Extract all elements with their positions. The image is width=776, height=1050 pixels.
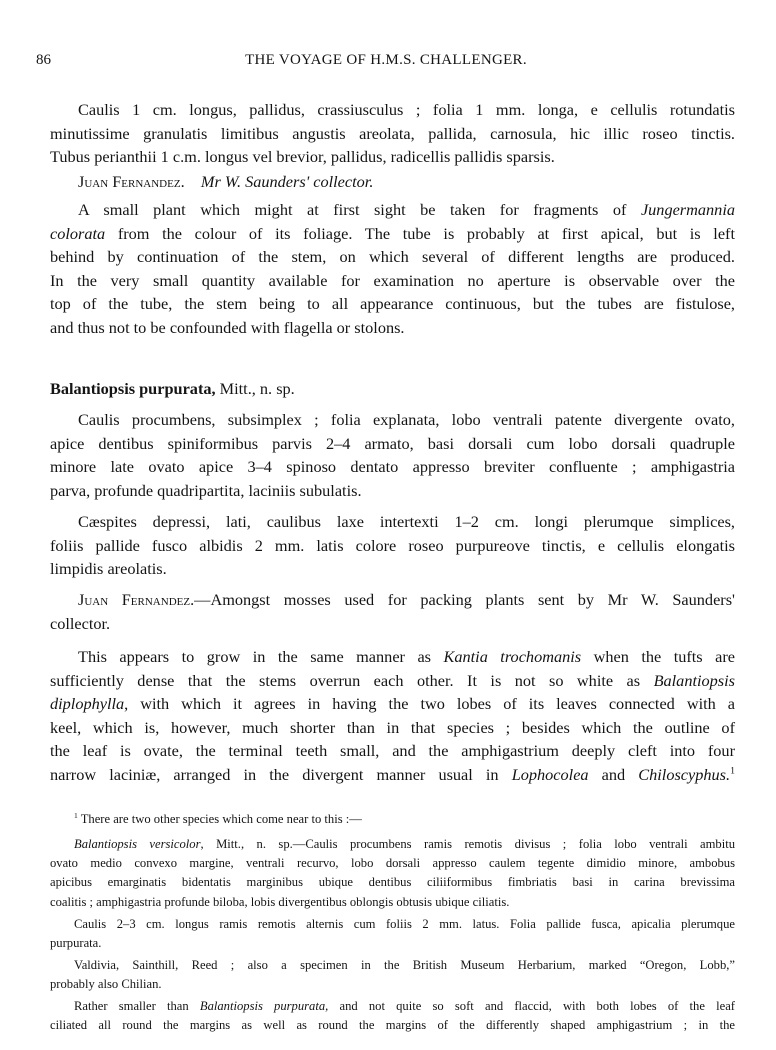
text: probably also Chilian. bbox=[50, 977, 162, 992]
text: the leaf is ovate, the terminal teeth small, and the amphigastrium deeply cleft into four bbox=[50, 741, 735, 760]
italic-text: Lophocolea bbox=[511, 764, 589, 784]
text-line bbox=[50, 269, 735, 293]
text: and bbox=[588, 764, 639, 784]
text: Rather smaller than bbox=[74, 999, 200, 1013]
paragraph bbox=[50, 198, 735, 339]
small-caps-text: Juan Fernandez. bbox=[78, 172, 185, 191]
text: Tubus perianthii 1 c.m. longus vel brevior, pallidus, radicellis pallidis sparsis. bbox=[50, 147, 555, 166]
running-title: THE VOYAGE OF H.M.S. CHALLENGER. bbox=[245, 52, 527, 68]
text-line bbox=[50, 915, 735, 934]
text-line bbox=[50, 122, 735, 146]
text-line bbox=[50, 316, 735, 340]
bold-text: Balantiopsis purpurata, bbox=[50, 379, 216, 398]
text: keel, which is, however, much shorter than in that species ; besides which the outline of bbox=[50, 717, 735, 737]
italic-text: Balantiopsis versicolor bbox=[74, 837, 201, 851]
italic-text: Jungermannia bbox=[640, 200, 735, 219]
footnote-marker: 1 bbox=[74, 810, 78, 820]
text-line bbox=[50, 245, 735, 269]
text: apicibus emarginatis bidentatis marginibus ubique dentibus ciliiformibus fimbriatis basi in carina brevissima bbox=[50, 875, 735, 890]
text: apice dentibus spiniformibus parvis 2–4 armato, basi dorsali cum lobo dorsali quadruple bbox=[50, 433, 735, 453]
text-line bbox=[50, 557, 735, 581]
text-line bbox=[50, 222, 735, 246]
text: minore late ovato apice 3–4 spinoso dentato appresso breviter confluente ; amphigastria bbox=[50, 457, 735, 476]
text-line bbox=[50, 432, 735, 456]
locality-line bbox=[50, 170, 735, 194]
text: and thus not to be confounded with flagella or stolons. bbox=[50, 317, 405, 337]
text: parva, profunde quadripartita, laciniis subulatis. bbox=[50, 480, 362, 500]
text-line bbox=[50, 873, 735, 892]
text-line bbox=[50, 377, 735, 401]
text: sufficiently dense that the stems overrun each other. It is not so white as bbox=[50, 670, 654, 690]
text: and not quite so soft and flaccid, with both lobes of the leaf bbox=[328, 999, 735, 1013]
italic-text: Chiloscyphus. bbox=[638, 764, 731, 784]
text-line bbox=[50, 1016, 735, 1035]
italic-text: colorata bbox=[50, 223, 106, 243]
footnote bbox=[50, 810, 735, 829]
text-line bbox=[50, 854, 735, 873]
text: ciliated all round the margins as well as round the margins of the differently shaped amphigastrium ; in the bbox=[50, 1018, 735, 1033]
text: limpidis areolatis. bbox=[50, 559, 167, 578]
text-line bbox=[50, 292, 735, 316]
text-line bbox=[50, 145, 735, 169]
text bbox=[185, 172, 201, 191]
locality-line bbox=[50, 588, 735, 635]
italic-text: Balantiopsis purpurata, bbox=[199, 999, 329, 1013]
text: ovato medio convexo margine, ventrali recurvo, lobo dorsali appresso caulem tegente dimidio minore, ambobus bbox=[50, 856, 735, 871]
text-line bbox=[50, 956, 735, 975]
text: Caulis 1 cm. longus, pallidus, crassiusculus ; folia 1 mm. longa, e cellulis rotundatis bbox=[78, 100, 735, 119]
text-line bbox=[50, 455, 735, 479]
footnote bbox=[50, 835, 735, 912]
paragraph bbox=[50, 408, 735, 502]
text-line bbox=[50, 98, 735, 122]
text: Valdivia, Sainthill, Reed ; also a specimen in the British Museum Herbarium, marked “Oregon, Lobb,” bbox=[74, 958, 735, 972]
footnote bbox=[50, 997, 735, 1035]
text-line bbox=[50, 975, 735, 994]
footnote bbox=[50, 915, 735, 953]
text-line bbox=[50, 893, 735, 912]
text: Cæspites depressi, lati, caulibus laxe intertexti 1–2 cm. longi plerumque simplices, bbox=[78, 512, 735, 531]
text: , with which it agrees in having the two lobes of its leaves connected with a bbox=[124, 694, 735, 713]
page-number: 86 bbox=[36, 52, 51, 68]
italic-text: Mr W. Saunders' collector. bbox=[200, 172, 374, 191]
paragraph bbox=[50, 510, 735, 581]
text: coalitis ; amphigastria profunde biloba, lobis divergentibus oblongis obtusis ubique ciliatis. bbox=[50, 894, 510, 909]
text: Caulis 2–3 cm. longus ramis remotis alternis cum foliis 2 mm. latus. Folia pallide fusca, apicalia plerumque bbox=[74, 917, 735, 931]
text: This appears to grow in the same manner as bbox=[78, 647, 444, 666]
text-line bbox=[50, 198, 735, 222]
small-caps-text: Juan Fernandez. bbox=[78, 590, 195, 609]
text: purpurata. bbox=[50, 936, 102, 951]
footnote-marker: 1 bbox=[730, 765, 735, 777]
species-heading bbox=[50, 377, 735, 401]
text-line bbox=[50, 716, 735, 740]
italic-text: Balantiopsis bbox=[653, 670, 735, 690]
paragraph bbox=[50, 645, 735, 786]
text-line bbox=[50, 997, 735, 1016]
text: Caulis procumbens, subsimplex ; folia explanata, lobo ventrali patente divergente ovato, bbox=[78, 410, 735, 429]
text-line bbox=[50, 588, 735, 612]
paragraph bbox=[50, 98, 735, 169]
text-line bbox=[50, 408, 735, 432]
text-line bbox=[50, 645, 735, 669]
text: when the tufts are bbox=[581, 647, 736, 666]
text-line bbox=[50, 534, 735, 558]
text: from the colour of its foliage. The tube is probably at first apical, but is left bbox=[105, 223, 735, 243]
text-line bbox=[50, 692, 735, 716]
text-line bbox=[50, 835, 735, 854]
text-line bbox=[50, 479, 735, 503]
text: minutissime granulatis limitibus angustis areolata, pallida, carnosula, hic illic roseo tinctis. bbox=[50, 123, 735, 143]
text-line bbox=[50, 170, 735, 194]
text: , Mitt., n. sp.—Caulis procumbens ramis remotis divisus ; folia lobo ventrali ambitu bbox=[200, 837, 736, 851]
text: narrow laciniæ, arranged in the divergent manner usual in bbox=[50, 764, 512, 784]
italic-text: diplophylla bbox=[50, 694, 125, 713]
text-line bbox=[50, 510, 735, 534]
text-line bbox=[50, 934, 735, 953]
italic-text: Kantia trochomanis bbox=[443, 647, 582, 666]
text: There are two other species which come near to this :— bbox=[77, 812, 362, 826]
text: A small plant which might at first sight be taken for fragments of bbox=[78, 200, 641, 219]
text-line bbox=[50, 739, 735, 763]
text-line bbox=[50, 612, 735, 636]
text: In the very small quantity available for examination no aperture is observable over the bbox=[50, 270, 735, 290]
text: —Amongst mosses used for packing plants sent by Mr W. Saunders' bbox=[194, 590, 735, 609]
text: behind by continuation of the stem, on which several of different lengths are produced. bbox=[50, 247, 735, 266]
text-line bbox=[50, 763, 735, 787]
text: foliis pallide fusco albidis 2 mm. latis colore roseo purpureove tinctis, e cellulis elongatis bbox=[50, 535, 735, 555]
text-line bbox=[50, 669, 735, 693]
text-line bbox=[50, 810, 735, 829]
text: top of the tube, the stem being to all appearance continuous, but the tubes are fistulose, bbox=[50, 294, 735, 313]
text: collector. bbox=[50, 613, 111, 633]
text: Mitt., n. sp. bbox=[215, 379, 295, 398]
footnote bbox=[50, 956, 735, 994]
